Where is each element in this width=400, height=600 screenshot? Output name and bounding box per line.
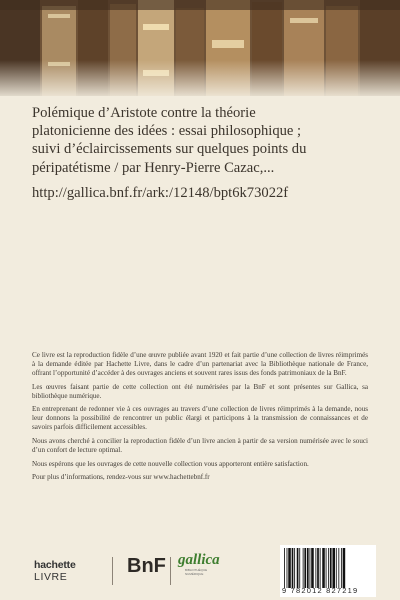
paragraph: Nous avons cherché à concilier la reproduction fidèle d’un livre ancien à partir de sa version numérisée avec le souci d’un confort de lecture optimal.: [32, 436, 368, 455]
barcode-bar: [332, 548, 335, 588]
gallica-logo-mini: BIBLIOTHÈQUE NUMÉRIQUE: [185, 568, 208, 576]
barcode-bar: [294, 548, 295, 588]
barcode-bar: [338, 548, 339, 588]
paragraph: Ce livre est la reproduction fidèle d’une œuvre publiée avant 1920 et fait partie d’une collection de livres réimprimés à la demande éditée par Hachette Livre, dans le cadre d’un partenariat avec la Bibliothèque nationale de France, offrant l’opportunité d’accéder à des ouvrages anciens et souvent rares issus des fonds patrimoniaux de la BnF.: [32, 351, 368, 378]
barcode-bar: [343, 548, 346, 588]
barcode-bar: [311, 548, 314, 588]
paragraph: Nous espérons que les ouvrages de cette nouvelle collection vous apporteront entière satisfaction.: [32, 459, 309, 468]
bnf-logo-word: BnF: [127, 555, 166, 577]
barcode-bar: [307, 548, 309, 588]
logo-separator: [170, 557, 171, 585]
barcode-bar: [303, 548, 304, 588]
barcode-bar: [287, 548, 288, 588]
barcode-bar: [326, 548, 327, 588]
paragraph: Pour plus d’informations, rendez-vous sur www.hachettebnf.fr: [32, 472, 210, 481]
gallica-logo: [178, 552, 218, 584]
barcode-bar: [288, 548, 291, 588]
barcode-bar: [336, 548, 337, 588]
gallica-logo-word: gallica: [178, 552, 220, 568]
barcode-bar: [322, 548, 325, 588]
barcode-bar: [304, 548, 306, 588]
bnf-logo: [127, 555, 166, 578]
barcode-number: 9 782012 827219: [282, 586, 359, 595]
paragraph: En entreprenant de redonner vie à ces ouvrages au travers d’une collection de livres réimprimés à la demande, nous leur donnons la possibilité de rencontrer un public élargi et participons à la transmission de connaissances et de savoirs parfois difficilement accessibles.: [32, 405, 368, 432]
barcode-bar: [284, 548, 285, 588]
description-text: [32, 351, 368, 486]
barcode-bar: [330, 548, 332, 588]
barcode-bar: [328, 548, 329, 588]
logo-separator: [112, 557, 113, 585]
title-line: Polémique d’Aristote contre la théorie: [32, 105, 256, 121]
hachette-logo-word: hachette: [34, 559, 76, 571]
title-line: suivi d’éclaircissements sur quelques points du: [32, 141, 307, 158]
title-line: péripatétisme / par Henry-Pierre Cazac,...: [32, 159, 275, 176]
hachette-livre-logo: [34, 554, 86, 588]
book-spines-photo: [0, 0, 400, 96]
barcode-bar: [320, 548, 321, 588]
hachette-logo-sub: LIVRE: [34, 571, 68, 583]
barcode-bar: [310, 548, 311, 588]
paragraph: Les œuvres faisant partie de cette collection ont été numérisées par la BnF et sont présentes sur Gallica, sa bibliothèque numérique.: [32, 382, 368, 400]
barcode-bar: [299, 548, 300, 588]
title-line: platonicienne des idées : essai philosophique ;: [32, 123, 302, 140]
barcode-bar: [317, 548, 319, 588]
barcode-bar: [292, 548, 294, 588]
book-title: [32, 104, 377, 177]
barcode-bar: [297, 548, 299, 588]
gallica-ark-link[interactable]: http://gallica.bnf.fr/ark:/12148/bpt6k73022f: [32, 185, 289, 201]
barcode-bar: [341, 548, 342, 588]
barcode-bar: [315, 548, 316, 588]
